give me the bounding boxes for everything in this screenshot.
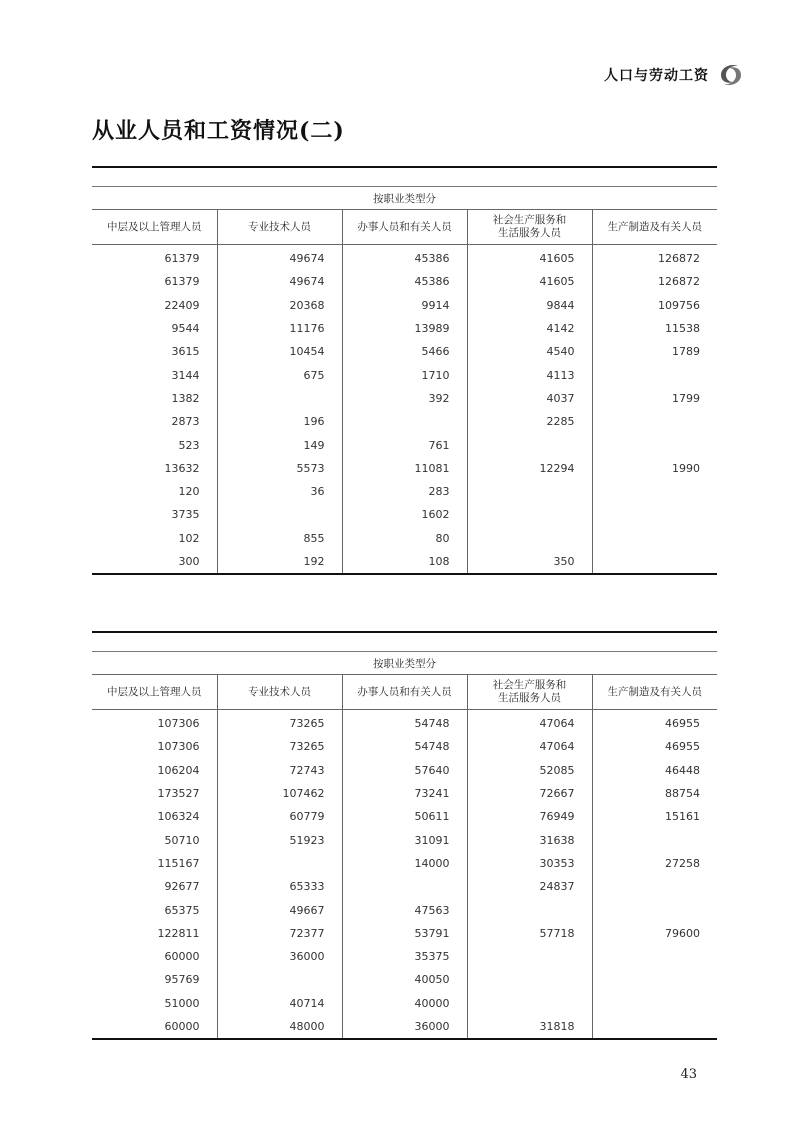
table-cell: 50710 — [92, 828, 217, 851]
table-row — [92, 759, 717, 782]
table-cell: 1990 — [672, 461, 700, 475]
table-cell — [467, 503, 592, 526]
table-cell — [592, 945, 717, 968]
table-cell: 14000 — [342, 852, 467, 875]
table-cell — [467, 992, 592, 1015]
table-top-spacer — [92, 167, 717, 187]
table-cell: 47064 — [467, 710, 592, 736]
table-row — [92, 433, 717, 456]
table-cell — [217, 503, 342, 526]
table-cell: 107306 — [92, 735, 217, 758]
table-cell: 2873 — [92, 410, 217, 433]
table-row — [92, 735, 717, 758]
table-cell: 22409 — [92, 294, 217, 317]
table-cell: 40050 — [342, 968, 467, 991]
table-row — [92, 294, 717, 317]
table-cell: 60000 — [92, 945, 217, 968]
table-cell: 4037 — [467, 387, 592, 410]
column-header: 办事人员和有关人员 — [342, 675, 467, 710]
table-cell: 5573 — [217, 457, 342, 480]
table-cell: 9914 — [342, 294, 467, 317]
table-cell: 92677 — [92, 875, 217, 898]
table-cell: 80 — [342, 527, 467, 550]
table-row — [92, 968, 717, 991]
table-top-spacer — [92, 632, 717, 652]
table-cell: 27258 — [665, 856, 700, 870]
table-cell: 65375 — [92, 898, 217, 921]
table-cell: 1602 — [342, 503, 467, 526]
table-cell: 855 — [217, 527, 342, 550]
table-row — [92, 945, 717, 968]
table-cell: 4540 — [467, 340, 592, 363]
swirl-logo-icon — [717, 62, 745, 88]
table-cell: 11538 — [665, 322, 700, 336]
table-cell: 72743 — [217, 759, 342, 782]
table-cell: 2285 — [467, 410, 592, 433]
table-cell: 65333 — [217, 875, 342, 898]
table-cell — [592, 828, 717, 851]
table-cell: 49674 — [217, 270, 342, 293]
table-cell: 48000 — [217, 1015, 342, 1039]
table-cell: 24837 — [467, 875, 592, 898]
table-row — [92, 387, 717, 410]
employment-table-1 — [92, 166, 717, 575]
table-cell: 49667 — [217, 898, 342, 921]
table-cell — [467, 433, 592, 456]
table-cell: 35375 — [342, 945, 467, 968]
table-cell — [592, 503, 717, 526]
table-row — [92, 922, 717, 945]
table-cell — [467, 527, 592, 550]
table-cell: 109756 — [658, 298, 700, 312]
table-row — [92, 992, 717, 1015]
table-cell: 45386 — [342, 245, 467, 271]
table-cell: 300 — [92, 550, 217, 574]
table-cell: 45386 — [342, 270, 467, 293]
table-cell: 13632 — [92, 457, 217, 480]
table-cell: 3615 — [92, 340, 217, 363]
table-cell: 50611 — [342, 805, 467, 828]
table-cell: 173527 — [92, 782, 217, 805]
table-cell: 1799 — [672, 391, 700, 405]
table-cell: 41605 — [467, 245, 592, 271]
column-header-row — [92, 675, 717, 710]
table-cell: 11081 — [342, 457, 467, 480]
table-row — [92, 875, 717, 898]
table-cell: 122811 — [92, 922, 217, 945]
table-cell — [592, 363, 717, 386]
column-header: 中层及以上管理人员 — [92, 675, 217, 710]
table-cell: 15161 — [665, 810, 700, 824]
table-cell — [592, 992, 717, 1015]
table-row — [92, 503, 717, 526]
table-cell: 47563 — [342, 898, 467, 921]
table-row — [92, 527, 717, 550]
table-row — [92, 457, 717, 480]
table-cell: 108 — [342, 550, 467, 574]
table-cell — [467, 945, 592, 968]
table-cell — [467, 968, 592, 991]
table-cell: 12294 — [467, 457, 592, 480]
table-cell: 126872 — [658, 275, 700, 289]
table-row — [92, 828, 717, 851]
table-cell: 40000 — [342, 992, 467, 1015]
table-cell: 283 — [342, 480, 467, 503]
page-number: 43 — [680, 1067, 697, 1082]
table-cell: 46448 — [665, 763, 700, 777]
table-cell: 54748 — [342, 710, 467, 736]
table-cell — [592, 1015, 717, 1039]
table-cell: 41605 — [467, 270, 592, 293]
table-cell: 52085 — [467, 759, 592, 782]
table-cell: 60000 — [92, 1015, 217, 1039]
table-cell: 523 — [92, 433, 217, 456]
column-header-row — [92, 210, 717, 245]
table-cell: 350 — [467, 550, 592, 574]
group-header-row — [92, 187, 717, 210]
table-cell: 107462 — [217, 782, 342, 805]
column-header: 生产制造及有关人员 — [592, 675, 717, 710]
table-cell: 49674 — [217, 245, 342, 271]
table-cell: 149 — [217, 433, 342, 456]
table-cell — [592, 968, 717, 991]
table-cell — [592, 527, 717, 550]
table-cell: 196 — [217, 410, 342, 433]
column-header: 中层及以上管理人员 — [92, 210, 217, 245]
table-cell: 61379 — [92, 245, 217, 271]
group-header: 按职业类型分 — [92, 652, 717, 675]
table-cell: 1789 — [672, 345, 700, 359]
table-row — [92, 782, 717, 805]
table-row — [92, 245, 717, 271]
table-cell: 9844 — [467, 294, 592, 317]
table-row — [92, 363, 717, 386]
table-cell: 9544 — [92, 317, 217, 340]
table-cell: 72667 — [467, 782, 592, 805]
table-row — [92, 317, 717, 340]
table-cell: 76949 — [467, 805, 592, 828]
table-cell — [592, 550, 717, 574]
table-cell — [342, 875, 467, 898]
table-cell: 3735 — [92, 503, 217, 526]
column-header: 社会生产服务和 生活服务人员 — [467, 675, 592, 710]
group-header-row — [92, 652, 717, 675]
table-cell: 73265 — [217, 710, 342, 736]
table-cell: 761 — [342, 433, 467, 456]
table-cell: 13989 — [342, 317, 467, 340]
table-cell: 73241 — [342, 782, 467, 805]
column-header: 办事人员和有关人员 — [342, 210, 467, 245]
column-header: 专业技术人员 — [217, 210, 342, 245]
table-cell: 115167 — [92, 852, 217, 875]
table-cell: 106324 — [92, 805, 217, 828]
table-cell — [217, 968, 342, 991]
table-cell: 95769 — [92, 968, 217, 991]
table-cell: 1382 — [92, 387, 217, 410]
table-cell — [467, 898, 592, 921]
table-row — [92, 270, 717, 293]
table-cell: 4113 — [467, 363, 592, 386]
table-cell: 61379 — [92, 270, 217, 293]
table-cell: 79600 — [665, 926, 700, 940]
table-cell: 40714 — [217, 992, 342, 1015]
table-body — [92, 245, 717, 575]
table-cell: 11176 — [217, 317, 342, 340]
table-row — [92, 410, 717, 433]
table-cell: 73265 — [217, 735, 342, 758]
section-title: 人口与劳动工资 — [604, 68, 709, 84]
table-cell: 60779 — [217, 805, 342, 828]
table-cell: 31638 — [467, 828, 592, 851]
table-row — [92, 710, 717, 736]
table-cell: 72377 — [217, 922, 342, 945]
table-cell — [467, 480, 592, 503]
table-cell: 57718 — [467, 922, 592, 945]
table-cell: 88754 — [665, 787, 700, 801]
table-cell: 51923 — [217, 828, 342, 851]
column-header: 专业技术人员 — [217, 675, 342, 710]
table-cell: 392 — [342, 387, 467, 410]
table-cell — [592, 875, 717, 898]
table-cell: 675 — [217, 363, 342, 386]
table-cell — [592, 433, 717, 456]
table-cell — [217, 852, 342, 875]
table-row — [92, 898, 717, 921]
table-body — [92, 710, 717, 1040]
table-cell: 126872 — [658, 252, 700, 266]
table-cell: 120 — [92, 480, 217, 503]
table-cell: 46955 — [665, 740, 700, 754]
table-row — [92, 1015, 717, 1039]
table-cell: 107306 — [92, 710, 217, 736]
table-cell — [592, 410, 717, 433]
table-cell: 192 — [217, 550, 342, 574]
table-cell: 47064 — [467, 735, 592, 758]
employment-table-2 — [92, 631, 717, 1040]
table-cell — [217, 387, 342, 410]
group-header: 按职业类型分 — [92, 187, 717, 210]
table-row — [92, 852, 717, 875]
table-cell: 102 — [92, 527, 217, 550]
table-cell: 3144 — [92, 363, 217, 386]
table-cell: 54748 — [342, 735, 467, 758]
table-cell: 31091 — [342, 828, 467, 851]
table-row — [92, 480, 717, 503]
column-header: 社会生产服务和 生活服务人员 — [467, 210, 592, 245]
table-cell: 53791 — [342, 922, 467, 945]
table-cell: 31818 — [467, 1015, 592, 1039]
table-cell — [592, 898, 717, 921]
table-row — [92, 805, 717, 828]
table-cell — [342, 410, 467, 433]
table-cell: 106204 — [92, 759, 217, 782]
table-cell: 36000 — [217, 945, 342, 968]
page-title: 从业人员和工资情况(二) — [92, 118, 345, 144]
table-cell: 46955 — [665, 717, 700, 731]
table-cell: 30353 — [467, 852, 592, 875]
table-cell: 36000 — [342, 1015, 467, 1039]
table-cell: 36 — [217, 480, 342, 503]
table-cell: 1710 — [342, 363, 467, 386]
table-cell: 4142 — [467, 317, 592, 340]
table-cell: 51000 — [92, 992, 217, 1015]
running-header — [604, 62, 745, 88]
table-cell: 57640 — [342, 759, 467, 782]
table-cell: 5466 — [342, 340, 467, 363]
table-row — [92, 340, 717, 363]
table-cell: 20368 — [217, 294, 342, 317]
table-cell: 10454 — [217, 340, 342, 363]
column-header: 生产制造及有关人员 — [592, 210, 717, 245]
table-cell — [592, 480, 717, 503]
table-row — [92, 550, 717, 574]
